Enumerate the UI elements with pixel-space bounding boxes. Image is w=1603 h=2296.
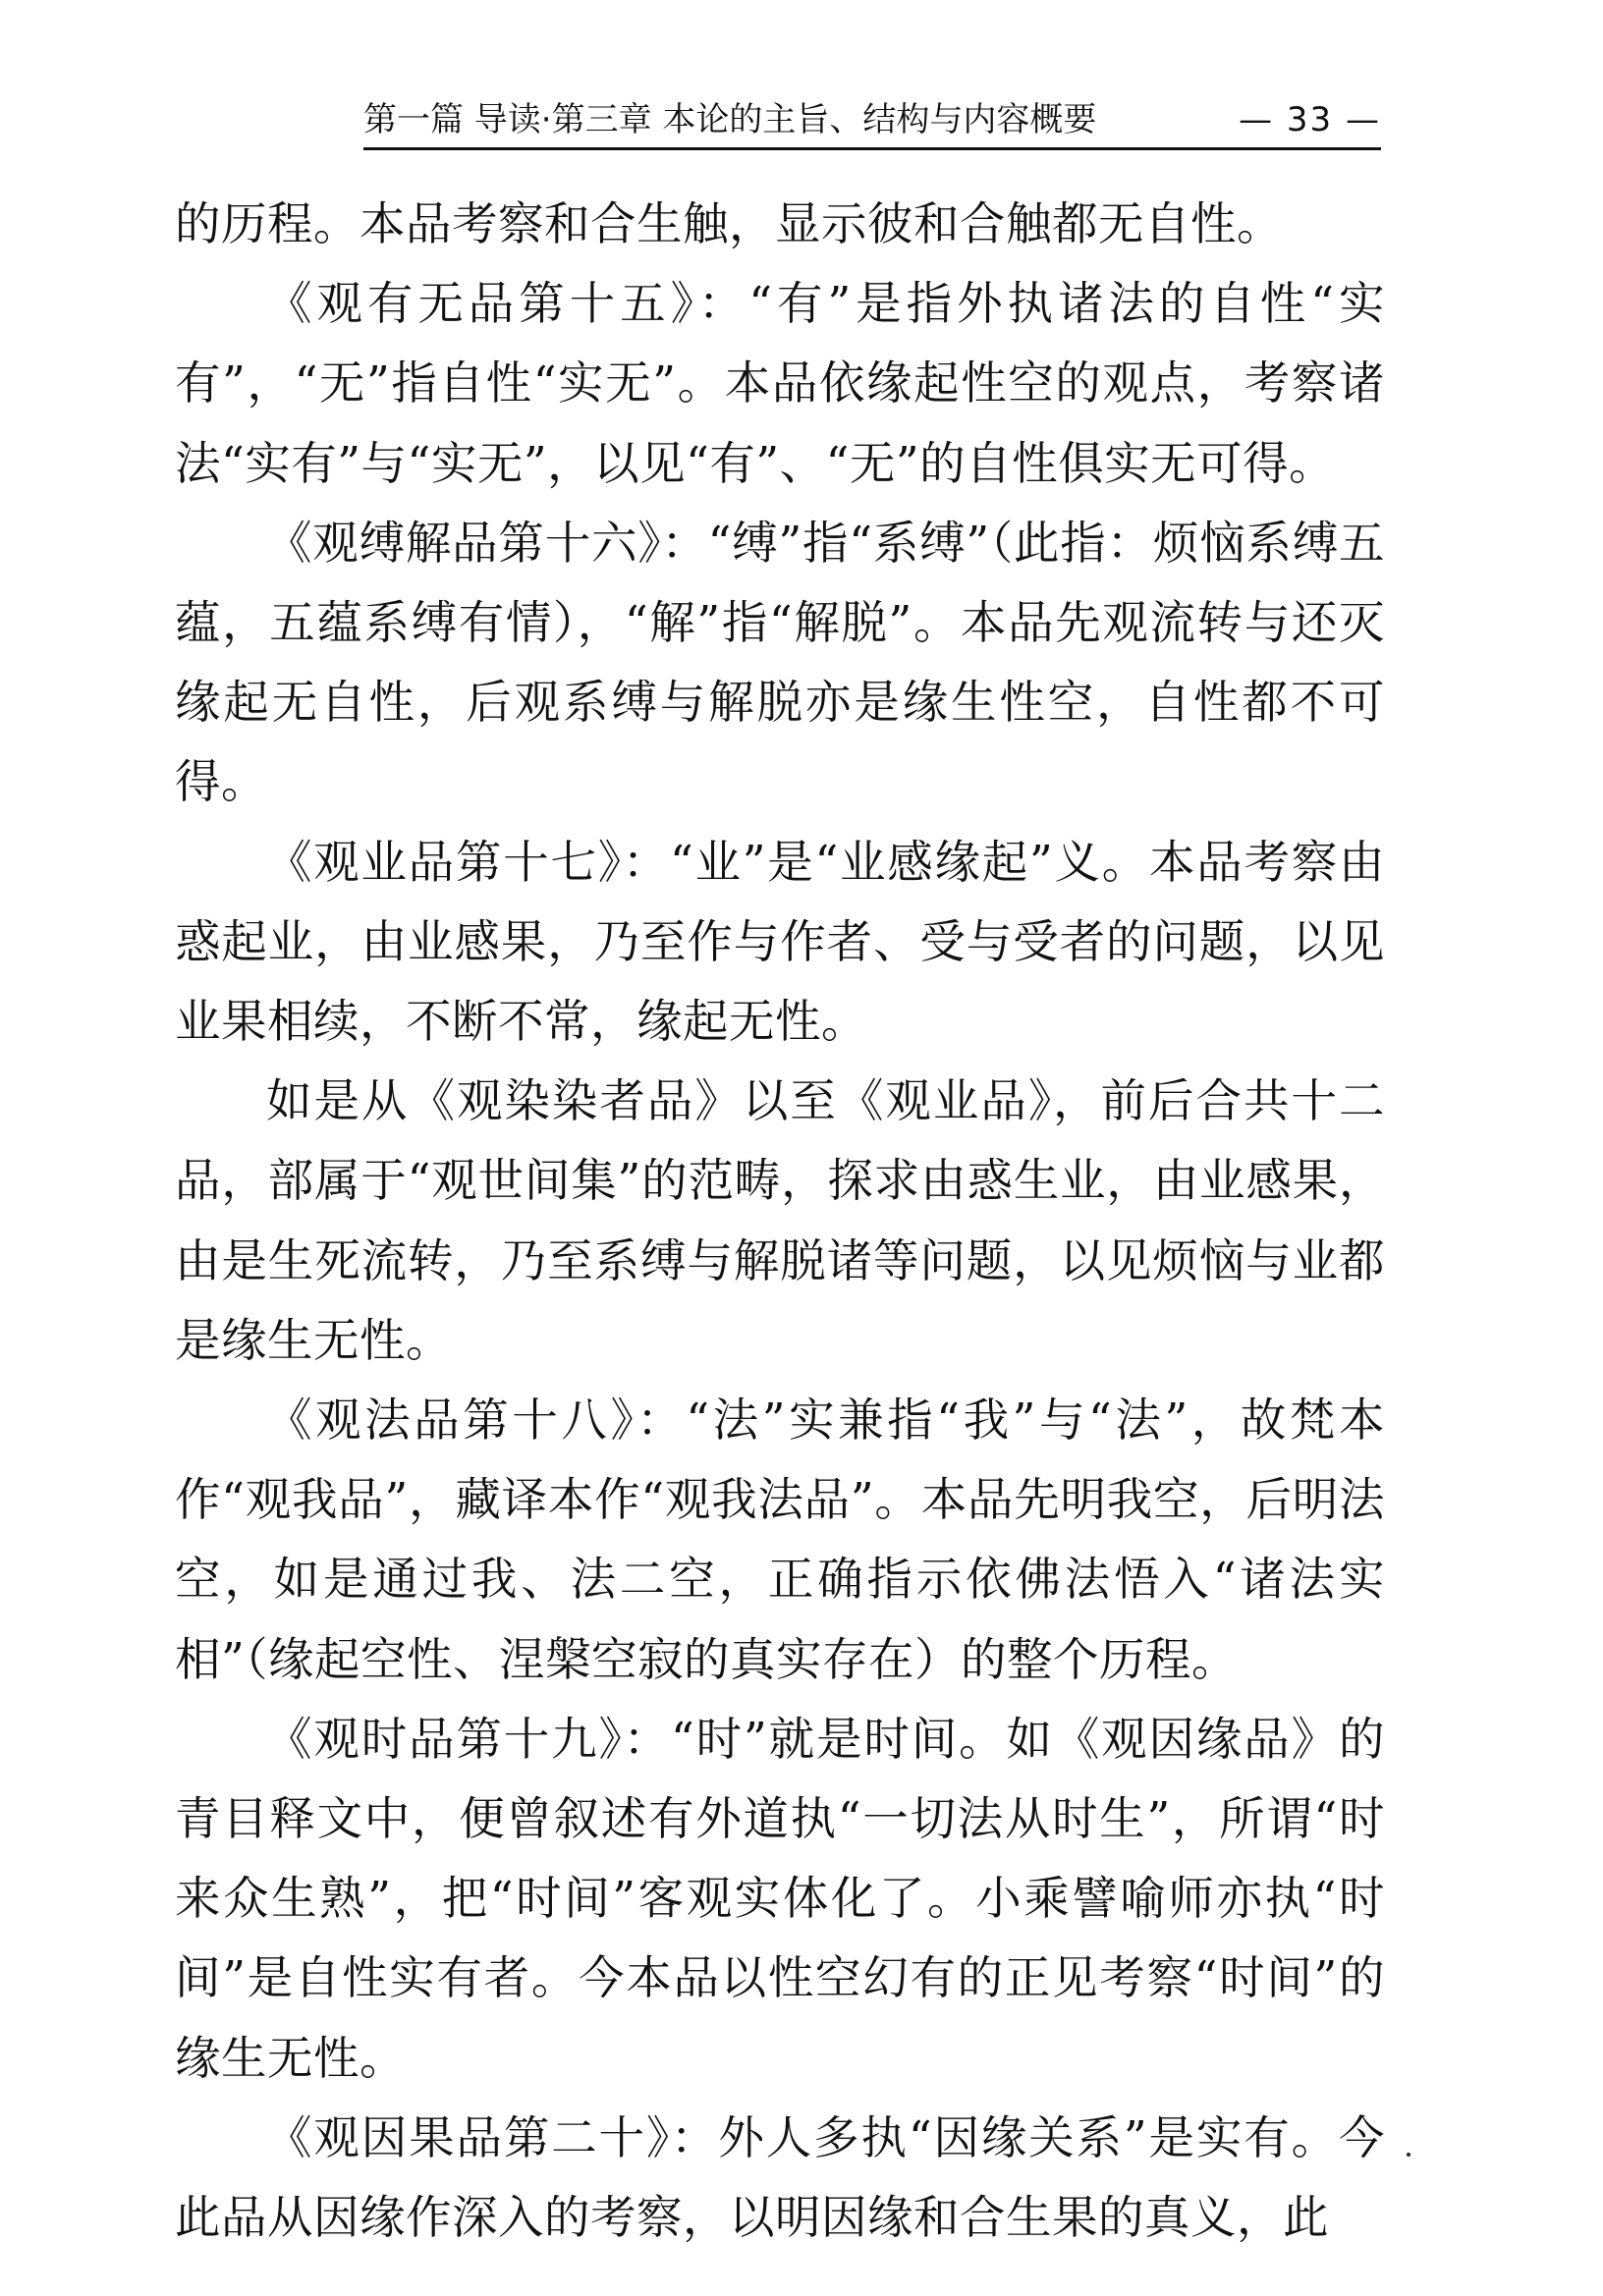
paragraph: 《观时品第十九》：“时”就是时间。如《观因缘品》的青目释文中，便曾叙述有外道执“一切法从时生”，所谓“时来众生熟”，把“时间”客观实体化了。小乘譬喻师亦执“时间”是自性实有者。今本品以性空幻有的正见考察“时间”的缘生无性。 xyxy=(175,1712,1385,2085)
paragraph: 《观因果品第二十》：外人多执“因缘关系”是实有。今此品从因缘作深入的考察，以明因缘和合生果的真义，此 xyxy=(175,2110,1385,2245)
scan-speck xyxy=(1407,2153,1410,2157)
running-title: 第一篇 导读·第三章 本论的主旨、结构与内容概要 xyxy=(363,100,1097,139)
paragraph: 《观业品第十七》：“业”是“业感缘起”义。本品考察由惑起业，由业感果，乃至作与作者、受与受者的问题，以见业果相续，不断不常，缘起无性。 xyxy=(175,835,1385,1049)
body-text xyxy=(175,185,1385,2258)
paragraph: 如是从《观染染者品》以至《观业品》，前后合共十二品，部属于“观世间集”的范畴，探求由惑生业，由业感果，由是生死流转，乃至系缚与解脱诸等问题，以见烦恼与业都是缘生无性。 xyxy=(175,1074,1385,1367)
paragraph: 的历程。本品考察和合生触，显示彼和合触都无自性。 xyxy=(175,197,1283,250)
paragraph: 《观法品第十八》：“法”实兼指“我”与“法”，故梵本作“观我品”，藏译本作“观我法品”。本品先明我空，后明法空，如是通过我、法二空，正确指示依佛法悟入“诸法实相”（缘起空性、涅槃空寂的真实存在）的整个历程。 xyxy=(175,1394,1385,1686)
running-head xyxy=(363,96,1381,143)
header-rule xyxy=(363,147,1381,150)
page-number: — 33 — xyxy=(1239,100,1381,139)
paragraph: 《观有无品第十五》：“有”是指外执诸法的自性“实有”，“无”指自性“实无”。本品依缘起性空的观点，考察诸法“实有”与“实无”，以见“有”、“无”的自性俱实无可得。 xyxy=(175,277,1385,490)
paragraph: 《观缚解品第十六》：“缚”指“系缚”（此指：烦恼系缚五蕴，五蕴系缚有情），“解”指“解脱”。本品先观流转与还灭缘起无自性，后观系缚与解脱亦是缘生性空，自性都不可得。 xyxy=(175,516,1385,809)
